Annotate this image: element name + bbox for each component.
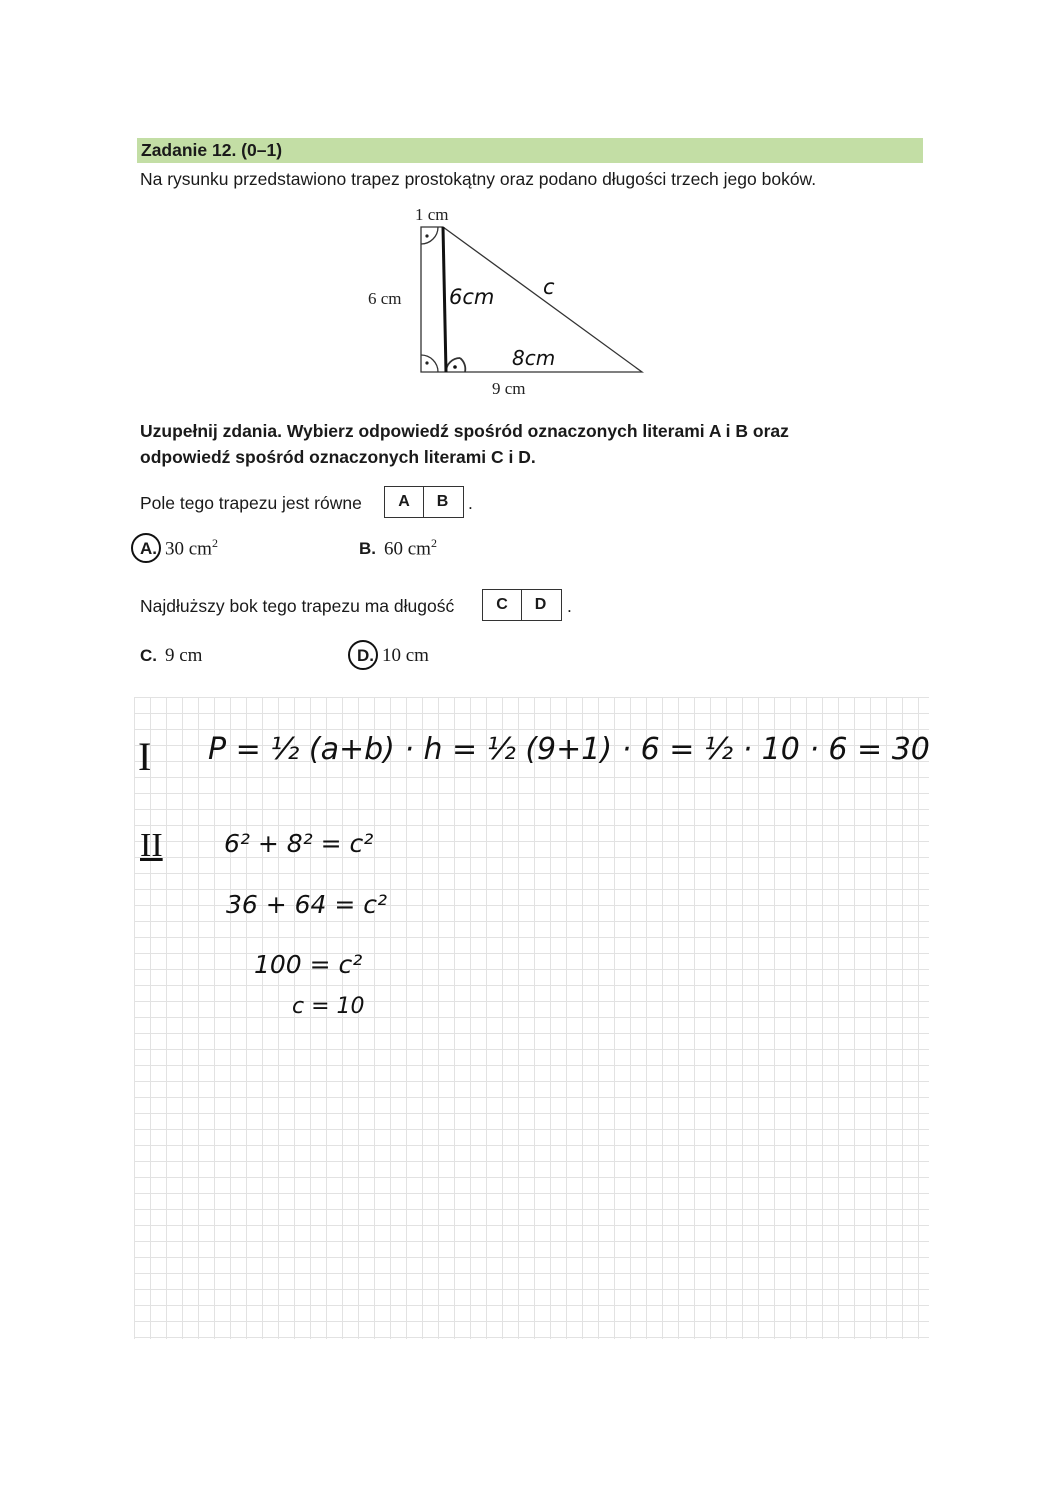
drawn-height-line (443, 227, 446, 372)
handwritten-hyp: c (543, 275, 555, 299)
right-angle-top-left (421, 227, 438, 244)
option-d[interactable]: D. 10 cm (357, 645, 429, 667)
part2-line-1: 6² + 8² = c² (224, 829, 374, 858)
squared-paper-area (134, 697, 929, 1339)
angle-dot-3 (453, 365, 457, 369)
question1-answer-box[interactable] (384, 486, 464, 518)
part1-label: I (138, 734, 152, 779)
answer-cell-a[interactable]: A (398, 493, 410, 510)
selected-circle-mark (131, 533, 161, 563)
answer-cell-d[interactable]: D (521, 590, 559, 620)
right-angle-bottom-left (421, 355, 438, 372)
part2-line-3: 100 = c² (254, 950, 363, 979)
part2-label: II (140, 827, 163, 864)
task-title: Zadanie 12. (0–1) (141, 140, 283, 160)
question1-text: Pole tego trapezu jest równe (140, 493, 362, 513)
task-intro: Na rysunku przedstawiono trapez prostokątny oraz podano długości trzech jego boków. (140, 169, 817, 189)
option-a[interactable]: A. 30 $cm^2$ (140, 536, 218, 560)
question2-answer-box[interactable] (482, 589, 562, 621)
label-top: 1 cm (415, 205, 449, 224)
label-left: 6 cm (368, 289, 402, 308)
label-bottom: 9 cm (492, 379, 526, 398)
part2-line-2: 36 + 64 = c² (226, 890, 388, 919)
task-header (137, 138, 923, 163)
handwritten-base: 8cm (512, 346, 556, 370)
right-angle-bottom-foot (446, 358, 460, 372)
handwritten-height: 6cm (449, 285, 495, 309)
option-b[interactable]: B. 60 $cm^2$ (359, 536, 437, 560)
question2-text: Najdłuższy bok tego trapezu ma długość (140, 596, 455, 616)
part1-formula: P = ½ (a+b) · h = ½ (9+1) · 6 = ½ · 10 · 6 = 30 (208, 732, 930, 767)
answer-cell-c[interactable]: C (496, 596, 508, 613)
part2-line-4: c = 10 (292, 994, 365, 1019)
answer-cell-b[interactable]: B (423, 487, 461, 517)
trapezoid-figure (355, 200, 655, 405)
angle-dot-2 (425, 361, 428, 364)
selected-circle-mark (348, 640, 378, 670)
angle-dot-1 (425, 234, 428, 237)
instruction: Uzupełnij zdania. Wybierz odpowiedź spośród oznaczonych literami A i B oraz odpowiedź spośród oznaczonych literami C i D. (140, 421, 789, 467)
option-c[interactable]: C. 9 cm (140, 645, 203, 666)
